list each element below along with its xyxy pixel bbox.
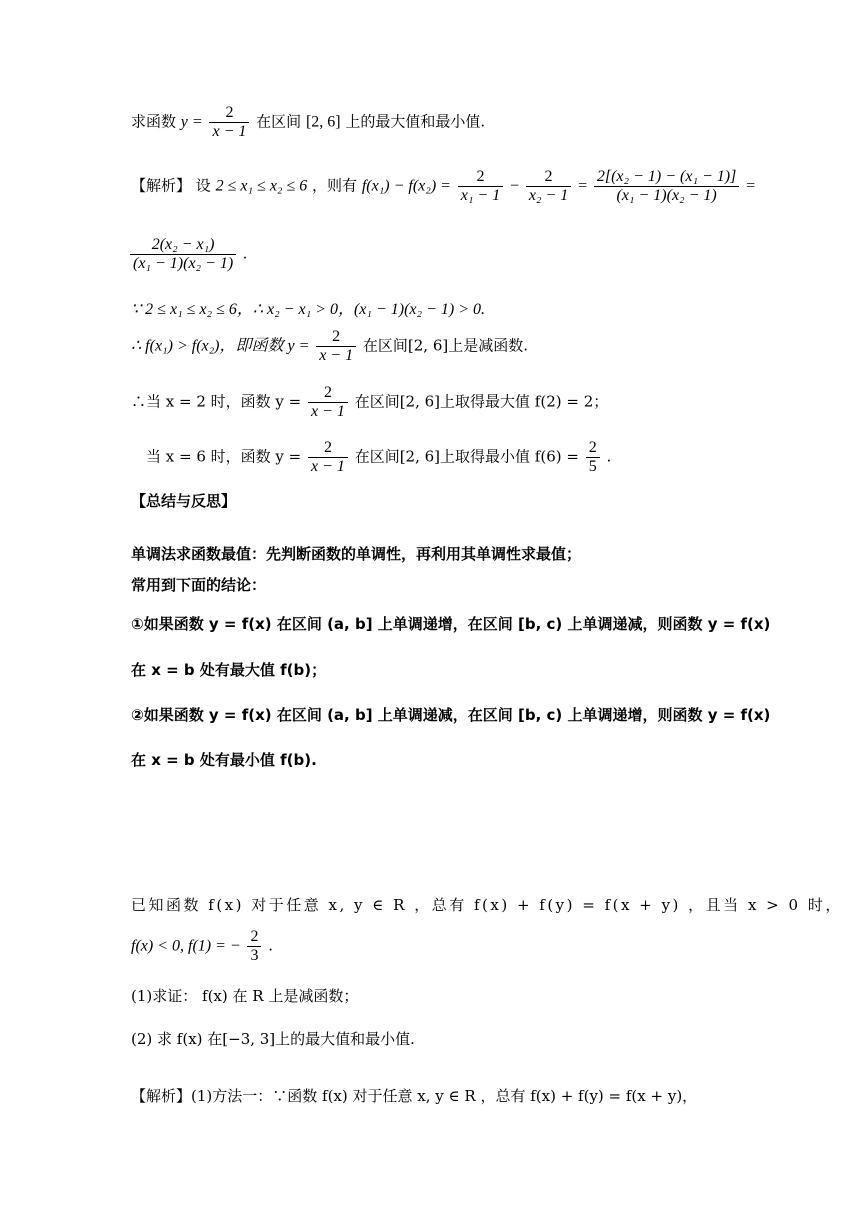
solution2-line1 bbox=[131, 1085, 860, 1106]
solution1-max-post: 在区间[2, 6]上取得最大值 f(2) = 2； bbox=[354, 392, 609, 411]
fraction-denominator: x − 1 bbox=[311, 458, 345, 475]
solution1-min-pre: 当 x = 6 时，函数 y = bbox=[146, 447, 302, 466]
summary-line1: 单调法求函数最值：先判断函数的单调性，再利用其单调性求最值； bbox=[131, 545, 582, 563]
summary-item1a: ①如果函数 y = f(x) 在区间 (a, b] 上单调递增，在区间 [b, c) 上单调递减，则函数 y = f(x) bbox=[131, 615, 771, 633]
solution1-lead: 设 bbox=[195, 176, 211, 195]
solution1-expr-left: f(x₁) − f(x₂) = bbox=[361, 177, 451, 195]
solution1-minus: − bbox=[510, 177, 520, 195]
fraction-denominator: (x₁ − 1)(x₂ − 1) bbox=[616, 187, 717, 204]
solution1-max-frac bbox=[308, 384, 348, 421]
fraction-denominator: x₁ − 1 bbox=[460, 187, 501, 204]
fraction-denominator: x − 1 bbox=[319, 347, 354, 364]
fraction-numerator: 2 bbox=[458, 168, 503, 187]
problem1-text-post: 上的最大值和最小值. bbox=[345, 112, 486, 131]
problem1-statement bbox=[131, 104, 860, 141]
problem1-y-eq: y = bbox=[180, 113, 203, 131]
solution1-cond: 2 ≤ x₁ ≤ x₂ ≤ 6 bbox=[215, 177, 308, 195]
fraction-numerator: 2 bbox=[209, 104, 249, 123]
fraction-numerator: 2 bbox=[526, 168, 571, 187]
solution1-eq: = bbox=[578, 177, 588, 195]
solution1-max bbox=[131, 384, 860, 421]
problem1-interval: [2, 6] bbox=[305, 113, 341, 131]
fraction-numerator: 2[(x₂ − 1) − (x₁ − 1)] bbox=[594, 168, 739, 187]
solution2-text: (1)方法一：∵函数 f(x) 对于任意 x, y ∈ R ，总有 f(x) + f(y) = f(x + y)， bbox=[191, 1087, 698, 1105]
fraction-denominator: 3 bbox=[250, 947, 259, 964]
solution1-min-end: . bbox=[606, 447, 612, 466]
problem2-fraction bbox=[247, 928, 261, 965]
fraction-numerator: 2 bbox=[247, 928, 261, 947]
solution1-then: ，则有 bbox=[312, 176, 358, 195]
solution1-therefore-post: 在区间[2, 6]上是减函数. bbox=[362, 336, 528, 355]
solution1-frac1 bbox=[458, 168, 503, 205]
solution1-min-value-frac bbox=[586, 439, 600, 476]
solution2-label: 【解析】 bbox=[131, 1087, 192, 1105]
solution1-line1 bbox=[131, 168, 860, 205]
fraction-numerator: 2 bbox=[308, 384, 348, 403]
solution1-min-frac bbox=[308, 439, 348, 476]
solution1-therefore-pre: ∴ f(x₁) > f(x₂)，即函数 y = bbox=[131, 337, 310, 355]
fraction-denominator: (x₁ − 1)(x₂ − 1) bbox=[133, 255, 234, 272]
solution1-min-post: 在区间[2, 6]上取得最小值 f(6) = bbox=[354, 447, 579, 466]
fraction-denominator: x − 1 bbox=[212, 123, 247, 140]
solution1-therefore bbox=[131, 328, 860, 365]
summary-item2a: ②如果函数 y = f(x) 在区间 (a, b] 上单调递减，在区间 [b, c) 上单调递增，则函数 y = f(x) bbox=[131, 706, 771, 724]
problem2-line1: 已知函数 f(x) 对于任意 x, y ∈ R ，总有 f(x) + f(y) = f(x + y) ，且当 x > 0 时， bbox=[131, 896, 843, 914]
solution1-frac3 bbox=[594, 168, 739, 205]
summary-item2b: 在 x = b 处有最小值 f(b). bbox=[131, 751, 317, 769]
problem1-fraction bbox=[209, 104, 249, 141]
solution1-therefore-frac bbox=[316, 328, 356, 365]
problem1-text-pre: 求函数 bbox=[131, 112, 177, 131]
fraction-denominator: x − 1 bbox=[311, 403, 345, 420]
summary-item1b: 在 x = b 处有最大值 f(b)； bbox=[131, 661, 327, 679]
solution1-line2 bbox=[128, 236, 860, 273]
solution1-max-pre: ∴当 x = 2 时，函数 y = bbox=[131, 392, 302, 411]
fraction-denominator: x₂ − 1 bbox=[528, 187, 569, 204]
solution1-frac2 bbox=[526, 168, 571, 205]
problem2-line2 bbox=[131, 928, 860, 965]
solution1-frac4 bbox=[130, 236, 236, 273]
fraction-numerator: 2(x₂ − x₁) bbox=[130, 236, 236, 255]
solution1-min bbox=[146, 439, 860, 476]
summary-heading: 【总结与反思】 bbox=[131, 492, 237, 510]
fraction-numerator: 2 bbox=[316, 328, 356, 347]
problem2-line2-post: . bbox=[268, 936, 274, 955]
problem2-part2: (2) 求 f(x) 在[−3, 3]上的最大值和最小值. bbox=[131, 1030, 415, 1048]
fraction-denominator: 5 bbox=[588, 458, 597, 475]
solution1-dot: . bbox=[243, 245, 248, 263]
summary-line2: 常用到下面的结论： bbox=[131, 576, 267, 594]
solution1-eq2: = bbox=[746, 177, 756, 195]
problem1-text-mid: 在区间 bbox=[256, 112, 302, 131]
solution1-because: ∵ 2 ≤ x₁ ≤ x₂ ≤ 6，∴ x₂ − x₁ > 0，(x₁ − 1)(x₂ − 1) > 0. bbox=[131, 301, 485, 318]
problem2-line2-pre: f(x) < 0, f(1) = − bbox=[131, 937, 241, 955]
fraction-numerator: 2 bbox=[308, 439, 348, 458]
fraction-numerator: 2 bbox=[586, 439, 600, 458]
problem2-part1: (1)求证： f(x) 在 R 上是减函数； bbox=[131, 987, 359, 1005]
solution1-label: 【解析】 bbox=[131, 176, 192, 195]
